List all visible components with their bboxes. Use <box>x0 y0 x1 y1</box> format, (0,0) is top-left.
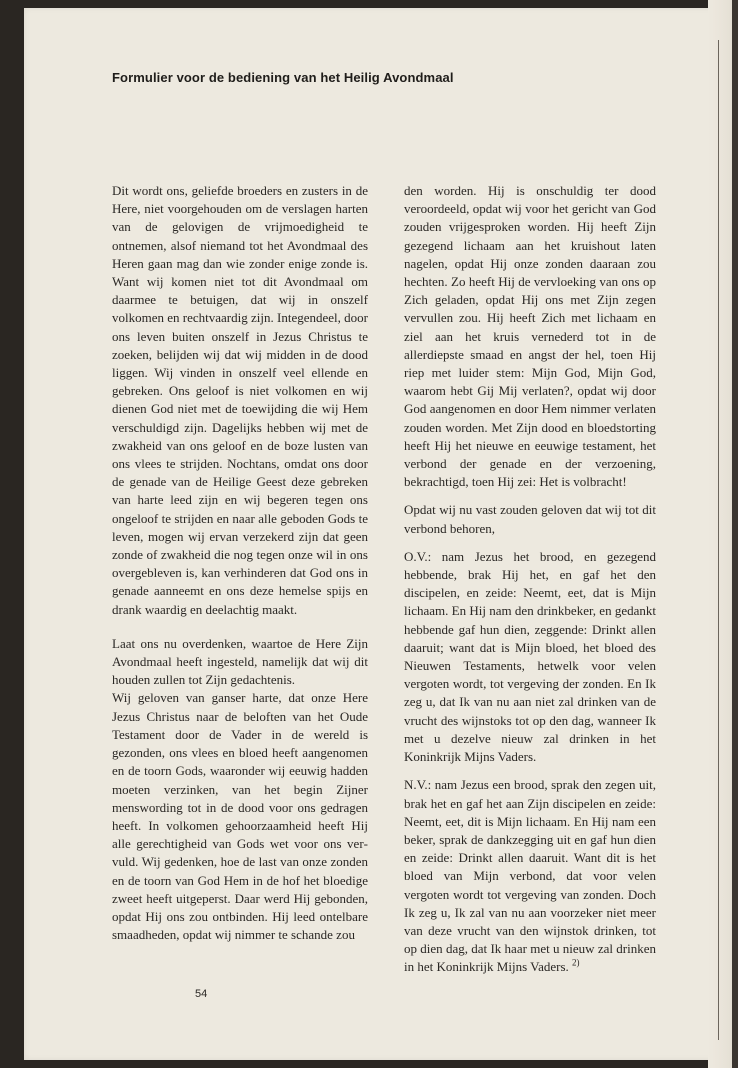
running-header: Formulier voor de bediening van het Heilig Avondmaal <box>112 70 454 85</box>
page-number: 54 <box>195 988 208 1000</box>
scan-border <box>732 0 738 1068</box>
paragraph: Opdat wij nu vast zouden geloven dat wij tot dit verbond behoren, <box>404 502 656 536</box>
paragraph: Dit wordt ons, geliefde broeders en zusters in de Here, niet voorgehouden om de verslagen harten van de gelovigen de vrijmoedigheid te ontnemen, alsof niemand tot het Avondmaal des Heren gaan mag dan wie zonder enige zonde is. Want wij komen niet tot dit Avondmaal om daarmee te betuigen, dat wij in onszelf volkomen en rechtvaardig zijn. Integendeel, door ons leven buiten onszelf in Jezus Christus te zoeken, belijden wij dat wij midden in de dood liggen. Wij vinden in onszelf veel ellende en gebreken. Ons geloof is niet volkomen en wij dienen God niet met de toewijding die wij Hem verschuldigd zijn. Dagelijks hebben wij met de zwakheid van ons geloof en de boze lusten van ons vlees te strijden. Nochtans, omdat ons door de genade van de Heilige Geest deze gebreken van harte leed zijn en wij begeren tegen ons ongeloof te strijden en naar alle geboden Gods te leven, mogen wij ervan verzekerd zijn dat geen zonde of zwakheid die nog tegen onze wil in ons overgebleven is, kan verhinderen dat God ons in genade aanneemt en ons deze hemelse spijs en drank waardig en deelachtig maakt. <box>112 183 368 617</box>
right-column <box>404 182 656 977</box>
paragraph: Laat ons nu overdenken, waartoe de Here Zijn Avondmaal heeft ingesteld, namelijk dat wij dit houden zullen tot Zijn gedachtenis. <box>112 635 368 688</box>
paragraph: Wij geloven van ganser harte, dat onze Here Jezus Christus naar de beloften van het Oude Testament door de Vader in de wereld is gezonden, ons vlees en bloed heeft aangenomen en de toorn Gods, waaronder wij eeuwig hadden moeten verzinken, van het begin Zijner menswording tot in de dood voor ons gedragen heeft. In volkomen gehoorzaamheid heeft Hij alle gerechtigheid van Gods wet voor ons vervuld. Wij gedenken, hoe de last van onze zonden en de toorn van God Hem in de hof het bloedige zweet heeft uitgeperst. Daar werd Hij gebonden, opdat Hij ons zou ontbinden. Hij leed ontelbare smaadheden, opdat wij nimmer te schande zou <box>112 690 368 943</box>
paragraph <box>404 776 656 976</box>
paragraph: den worden. Hij is onschuldig ter dood veroordeeld, opdat wij voor het gericht van God zouden vrijgesproken worden. Hij heeft Zijn gezegend lichaam aan het kruishout laten nagelen, opdat Hij onze zonden daaraan zou hechten. Zo heeft Hij de vervloeking van ons op Zich geladen, opdat Hij ons met Zijn zegen vervullen zou. Hij heeft Zich met lichaam en ziel aan het kruis vernederd tot in de allerdiepste smaad en angst der hel, toen Hij riep met luider stem: Mijn God, Mijn God, waarom hebt Gij Mij verlaten?, opdat wij door God aangenomen en door Hem nimmer verlaten zouden worden. Met Zijn dood en bloedstorting heeft Hij het nieuwe en eeuwige testament, het verbond der genade en der verzoening, bekrachtigd, toen Hij zei: Het is volbracht! <box>404 183 656 490</box>
page-gutter-line <box>718 40 719 1040</box>
footnote-marker: 2) <box>572 958 580 968</box>
left-column <box>112 182 368 944</box>
paragraph: O.V.: nam Jezus het brood, en gezegend hebbende, brak Hij het, en gaf het den discipelen, en zeide: Neemt, eet, dat is Mijn lichaam. En Hij nam den drinkbeker, en gedankt hebbende gaf hun dien, zeggende: Drinkt allen daaruit; want dat is Mijn bloed, het bloed des Nieuwen Testaments, hetwelk voor velen vergoten wordt, tot vergeving der zonden. En Ik zeg u, dat Ik van nu aan niet zal drinken van de vrucht des wijnstoks tot op den dag, wanneer Ik met u dezelve nieuw zal drinken in het Koninkrijk Mijns Vaders. <box>404 548 656 765</box>
paragraph-text: N.V.: nam Jezus een brood, sprak den zegen uit, brak het en gaf het aan Zijn discipelen en zeide: Neemt, eet, dit is Mijn lichaam. En Hij nam een beker, sprak de dankzegging uit en gaf hun dien en zeide: Drinkt allen daaruit. Want dit is het bloed van Mijn verbond, dat voor velen vergoten wordt tot vergeving van zonden. Doch Ik zeg u, Ik zal van nu aan voorzeker niet meer van deze vrucht van den wijnstok drinken, tot op dien dag, dat Ik haar met u nieuw zal drinken in het Koninkrijk Mijns Vaders. <box>404 777 656 975</box>
